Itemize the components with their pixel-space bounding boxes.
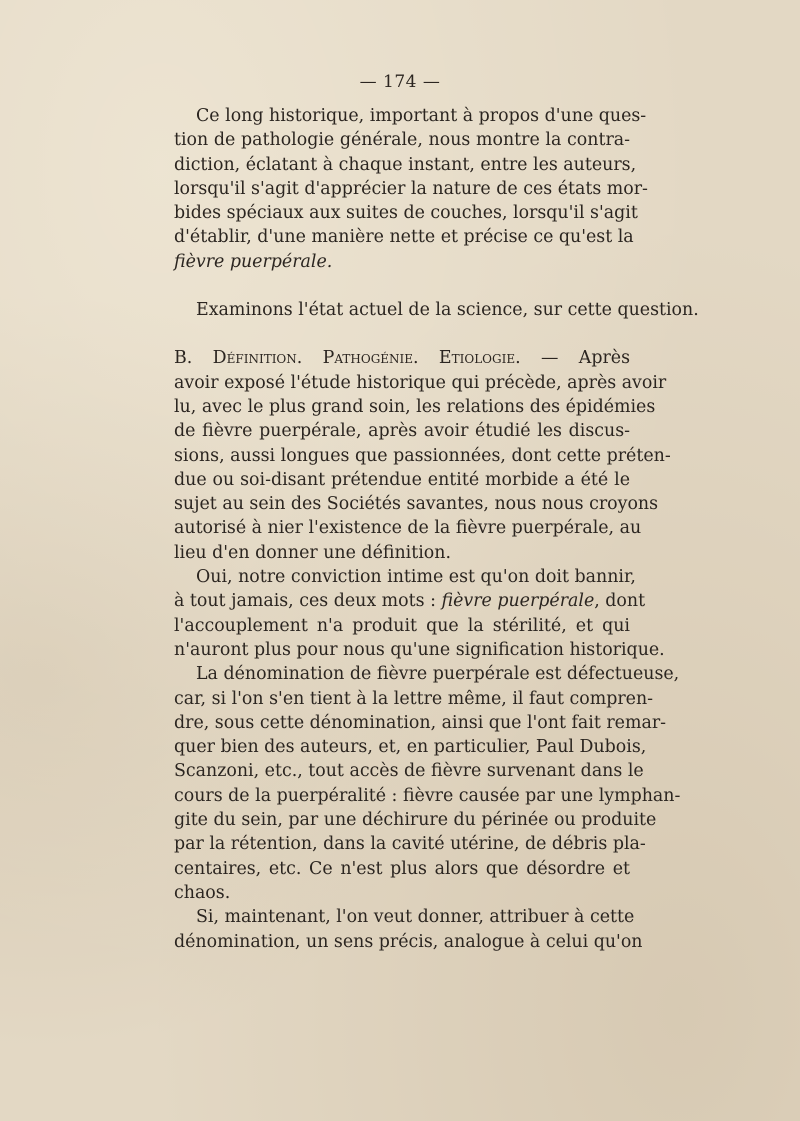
text-line: fièvre puerpérale.	[174, 251, 333, 272]
section-heading: B. Définition. Pathogénie. Etiologie.	[174, 348, 521, 369]
text-line: de fièvre puerpérale, après avoir étudié les discus-	[174, 421, 630, 442]
paragraph-gap	[174, 322, 630, 346]
text-line: tion de pathologie générale, nous montre la contra-	[174, 130, 630, 151]
text-line: l'accouplement n'a produit que la stérilité, et qui	[174, 615, 630, 636]
text-fragment: à tout jamais, ces deux mots :	[174, 591, 436, 612]
text-line: d'établir, d'une manière nette et précise ce qu'est la	[174, 227, 634, 248]
text-line: chaos.	[174, 882, 231, 903]
paragraph-definition	[174, 346, 671, 565]
text-line: quer bien des auteurs, et, en particulier, Paul Dubois,	[174, 737, 647, 758]
text-line: par la rétention, dans la cavité utérine, de débris pla-	[174, 834, 646, 855]
text-line: centaires, etc. Ce n'est plus alors que désordre et	[174, 858, 630, 879]
text-line	[174, 589, 646, 613]
body-text	[174, 104, 699, 954]
text-line: Examinons l'état actuel de la science, sur cette question.	[196, 300, 699, 321]
text-line: lieu d'en donner une définition.	[174, 542, 451, 563]
text-line: dénomination, un sens précis, analogue à celui qu'on	[174, 931, 643, 952]
text-line: n'auront plus pour nous qu'une signification historique.	[174, 639, 665, 660]
paragraph-maintenant	[174, 905, 643, 954]
text-line: car, si l'on s'en tient à la lettre même, il faut compren-	[174, 688, 654, 709]
text-line	[174, 346, 630, 370]
paragraph-gap	[174, 274, 630, 298]
text-line: diction, éclatant à chaque instant, entre les auteurs,	[174, 154, 637, 175]
text-line: lorsqu'il s'agit d'apprécier la nature de ces états mor-	[174, 178, 648, 199]
text-line: gite du sein, par une déchirure du périnée ou produite	[174, 810, 657, 831]
text-fragment: — Après	[541, 348, 630, 369]
text-line: Si, maintenant, l'on veut donner, attribuer à cette	[196, 907, 635, 928]
italic-term: fièvre puerpérale	[441, 591, 595, 612]
text-line: Scanzoni, etc., tout accès de fièvre survenant dans le	[174, 761, 644, 782]
text-line: sujet au sein des Sociétés savantes, nous nous croyons	[174, 494, 659, 515]
page-number: — 174 —	[359, 72, 441, 92]
text-line: lu, avec le plus grand soin, les relations des épidémies	[174, 396, 656, 417]
paragraph-conviction	[174, 565, 665, 662]
text-line: autorisé à nier l'existence de la fièvre puerpérale, au	[174, 518, 642, 539]
text-fragment: , dont	[594, 591, 646, 612]
text-line: bides spéciaux aux suites de couches, lorsqu'il s'agit	[174, 203, 638, 224]
paragraph-historique	[174, 104, 648, 274]
text-line: avoir exposé l'étude historique qui précède, après avoir	[174, 372, 667, 393]
paragraph-denomination	[174, 662, 681, 905]
text-line: sions, aussi longues que passionnées, dont cette préten-	[174, 445, 671, 466]
text-line: cours de la puerpéralité : fièvre causée par une lymphan-	[174, 785, 681, 806]
text-line: due ou soi-disant prétendue entité morbide a été le	[174, 469, 630, 490]
text-line: Oui, notre conviction intime est qu'on doit bannir,	[196, 567, 636, 588]
text-line: Ce long historique, important à propos d'une ques-	[196, 106, 647, 126]
text-line: La dénomination de fièvre puerpérale est défectueuse,	[196, 664, 680, 685]
paragraph-examinons	[174, 298, 699, 322]
text-line: dre, sous cette dénomination, ainsi que l'ont fait remar-	[174, 712, 667, 733]
